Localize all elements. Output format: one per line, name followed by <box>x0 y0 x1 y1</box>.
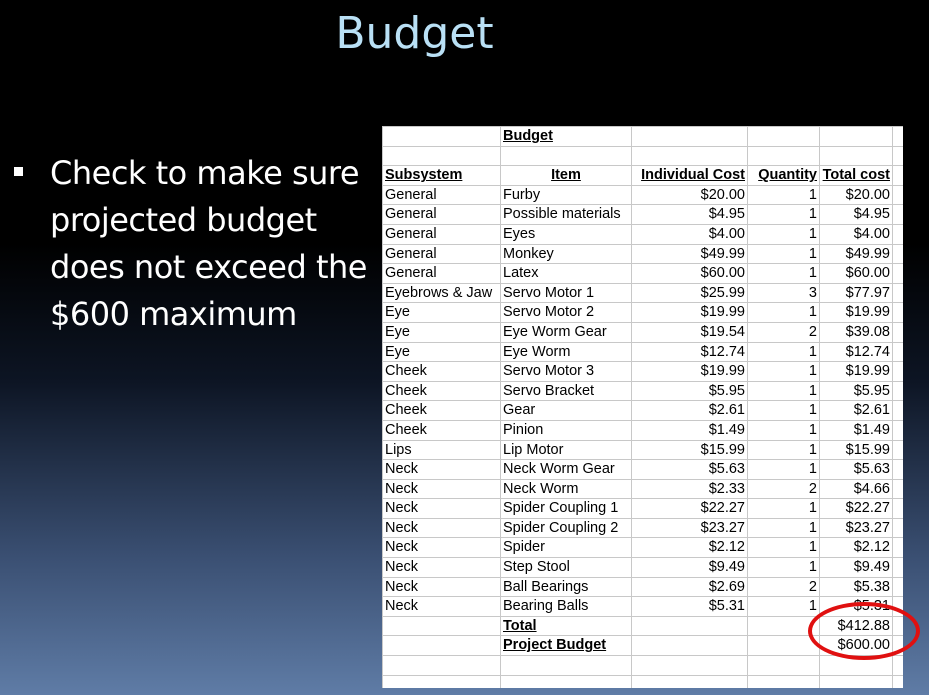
table-row <box>383 401 904 421</box>
table-row <box>383 538 904 558</box>
sheet-title: Budget <box>501 127 632 147</box>
cell-subsystem: Cheek <box>383 381 501 401</box>
cell-item: Step Stool <box>501 558 632 578</box>
header-quantity: Quantity <box>748 166 820 186</box>
table-row <box>383 342 904 362</box>
highlight-circle <box>808 602 920 660</box>
cell-quantity: 1 <box>748 303 820 323</box>
cell-total-cost: $19.99 <box>820 362 893 382</box>
cell-total-cost: $20.00 <box>820 185 893 205</box>
cell-total-cost: $12.74 <box>820 342 893 362</box>
cell-total-cost: $5.31 <box>820 597 893 617</box>
cell-total-cost: $2.12 <box>820 538 893 558</box>
header-row <box>383 166 904 186</box>
cell-quantity: 2 <box>748 577 820 597</box>
cell-item: Monkey <box>501 244 632 264</box>
table-row <box>383 558 904 578</box>
budget-spreadsheet <box>382 126 903 688</box>
cell-quantity: 1 <box>748 224 820 244</box>
cell-subsystem: Neck <box>383 577 501 597</box>
cell-total-cost: $49.99 <box>820 244 893 264</box>
cell-total-cost: $15.99 <box>820 440 893 460</box>
header-item: Item <box>501 166 632 186</box>
cell-total-cost: $5.38 <box>820 577 893 597</box>
cell-individual-cost: $23.27 <box>632 518 748 538</box>
cell-subsystem: Neck <box>383 597 501 617</box>
slide-title: Budget <box>335 8 494 59</box>
cell-item: Lip Motor <box>501 440 632 460</box>
total-value: $412.88 <box>820 616 893 636</box>
cell-item: Servo Bracket <box>501 381 632 401</box>
bullet-square-icon <box>14 167 23 176</box>
cell-quantity: 1 <box>748 440 820 460</box>
cell-item: Spider <box>501 538 632 558</box>
table-row <box>383 420 904 440</box>
cell-quantity: 1 <box>748 597 820 617</box>
cell-total-cost: $4.95 <box>820 205 893 225</box>
cell-individual-cost: $5.31 <box>632 597 748 617</box>
cell-individual-cost: $2.12 <box>632 538 748 558</box>
cell-item: Neck Worm Gear <box>501 460 632 480</box>
cell-item: Pinion <box>501 420 632 440</box>
cell-item: Latex <box>501 264 632 284</box>
cell-quantity: 1 <box>748 460 820 480</box>
cell-subsystem: Cheek <box>383 362 501 382</box>
cell-item: Furby <box>501 185 632 205</box>
total-label: Total <box>501 616 632 636</box>
blank-row <box>383 675 904 688</box>
cell-subsystem: General <box>383 185 501 205</box>
cell-quantity: 3 <box>748 283 820 303</box>
cell-item: Spider Coupling 2 <box>501 518 632 538</box>
table-row <box>383 460 904 480</box>
cell-item: Ball Bearings <box>501 577 632 597</box>
table-row <box>383 362 904 382</box>
cell-quantity: 1 <box>748 401 820 421</box>
cell-total-cost: $19.99 <box>820 303 893 323</box>
header-total-cost: Total cost <box>820 166 893 186</box>
table-row <box>383 224 904 244</box>
cell-subsystem: Neck <box>383 538 501 558</box>
cell-total-cost: $60.00 <box>820 264 893 284</box>
cell-item: Eye Worm <box>501 342 632 362</box>
cell-item: Eye Worm Gear <box>501 322 632 342</box>
cell-subsystem: Cheek <box>383 420 501 440</box>
table-row <box>383 577 904 597</box>
table-row <box>383 185 904 205</box>
cell-individual-cost: $60.00 <box>632 264 748 284</box>
cell-subsystem: General <box>383 264 501 284</box>
cell-quantity: 1 <box>748 420 820 440</box>
cell-quantity: 1 <box>748 538 820 558</box>
cell-quantity: 2 <box>748 322 820 342</box>
cell-subsystem: Eye <box>383 303 501 323</box>
cell-quantity: 1 <box>748 499 820 519</box>
cell-subsystem: Lips <box>383 440 501 460</box>
cell-quantity: 1 <box>748 558 820 578</box>
cell-item: Possible materials <box>501 205 632 225</box>
table-row <box>383 381 904 401</box>
cell-subsystem: Neck <box>383 479 501 499</box>
cell-item: Bearing Balls <box>501 597 632 617</box>
table-row <box>383 283 904 303</box>
table-row <box>383 499 904 519</box>
cell-individual-cost: $2.69 <box>632 577 748 597</box>
cell-individual-cost: $19.99 <box>632 362 748 382</box>
cell-individual-cost: $19.54 <box>632 322 748 342</box>
cell-individual-cost: $15.99 <box>632 440 748 460</box>
table-row <box>383 322 904 342</box>
cell-individual-cost: $2.33 <box>632 479 748 499</box>
cell-item: Gear <box>501 401 632 421</box>
cell-quantity: 1 <box>748 264 820 284</box>
cell-total-cost: $9.49 <box>820 558 893 578</box>
cell-item: Servo Motor 2 <box>501 303 632 323</box>
header-subsystem: Subsystem <box>383 166 501 186</box>
cell-item: Servo Motor 1 <box>501 283 632 303</box>
cell-individual-cost: $25.99 <box>632 283 748 303</box>
cell-individual-cost: $4.95 <box>632 205 748 225</box>
cell-individual-cost: $19.99 <box>632 303 748 323</box>
cell-subsystem: Neck <box>383 460 501 480</box>
cell-total-cost: $5.95 <box>820 381 893 401</box>
cell-quantity: 1 <box>748 381 820 401</box>
cell-total-cost: $39.08 <box>820 322 893 342</box>
cell-individual-cost: $5.95 <box>632 381 748 401</box>
table-row <box>383 244 904 264</box>
cell-subsystem: Eyebrows & Jaw <box>383 283 501 303</box>
cell-subsystem: General <box>383 224 501 244</box>
cell-individual-cost: $49.99 <box>632 244 748 264</box>
cell-subsystem: Neck <box>383 499 501 519</box>
cell-total-cost: $1.49 <box>820 420 893 440</box>
cell-quantity: 1 <box>748 518 820 538</box>
budget-table <box>382 126 903 688</box>
blank-row <box>383 656 904 676</box>
cell-individual-cost: $9.49 <box>632 558 748 578</box>
budget-label: Project Budget <box>501 636 632 656</box>
cell-quantity: 1 <box>748 185 820 205</box>
cell-subsystem: Neck <box>383 558 501 578</box>
header-individual-cost: Individual Cost <box>632 166 748 186</box>
cell-item: Servo Motor 3 <box>501 362 632 382</box>
cell-individual-cost: $20.00 <box>632 185 748 205</box>
bullet-text: Check to make sure projected budget does not exceed the $600 maximum <box>50 154 367 333</box>
cell-subsystem: General <box>383 244 501 264</box>
cell-individual-cost: $12.74 <box>632 342 748 362</box>
cell-subsystem: Eye <box>383 322 501 342</box>
cell-individual-cost: $4.00 <box>632 224 748 244</box>
table-row <box>383 518 904 538</box>
cell-individual-cost: $1.49 <box>632 420 748 440</box>
table-row <box>383 264 904 284</box>
blank-row <box>383 146 904 166</box>
cell-subsystem: Eye <box>383 342 501 362</box>
cell-subsystem: Cheek <box>383 401 501 421</box>
cell-total-cost: $2.61 <box>820 401 893 421</box>
table-row <box>383 303 904 323</box>
cell-individual-cost: $5.63 <box>632 460 748 480</box>
cell-individual-cost: $2.61 <box>632 401 748 421</box>
cell-item: Neck Worm <box>501 479 632 499</box>
cell-subsystem: Neck <box>383 518 501 538</box>
table-row <box>383 205 904 225</box>
cell-quantity: 2 <box>748 479 820 499</box>
cell-item: Spider Coupling 1 <box>501 499 632 519</box>
cell-total-cost: $4.00 <box>820 224 893 244</box>
sheet-title-row <box>383 127 904 147</box>
table-row <box>383 479 904 499</box>
cell-individual-cost: $22.27 <box>632 499 748 519</box>
cell-quantity: 1 <box>748 244 820 264</box>
cell-total-cost: $5.63 <box>820 460 893 480</box>
cell-quantity: 1 <box>748 205 820 225</box>
cell-subsystem: General <box>383 205 501 225</box>
cell-total-cost: $23.27 <box>820 518 893 538</box>
cell-item: Eyes <box>501 224 632 244</box>
cell-quantity: 1 <box>748 362 820 382</box>
cell-total-cost: $22.27 <box>820 499 893 519</box>
cell-quantity: 1 <box>748 342 820 362</box>
cell-total-cost: $77.97 <box>820 283 893 303</box>
budget-value: $600.00 <box>820 636 893 656</box>
cell-total-cost: $4.66 <box>820 479 893 499</box>
table-row <box>383 440 904 460</box>
